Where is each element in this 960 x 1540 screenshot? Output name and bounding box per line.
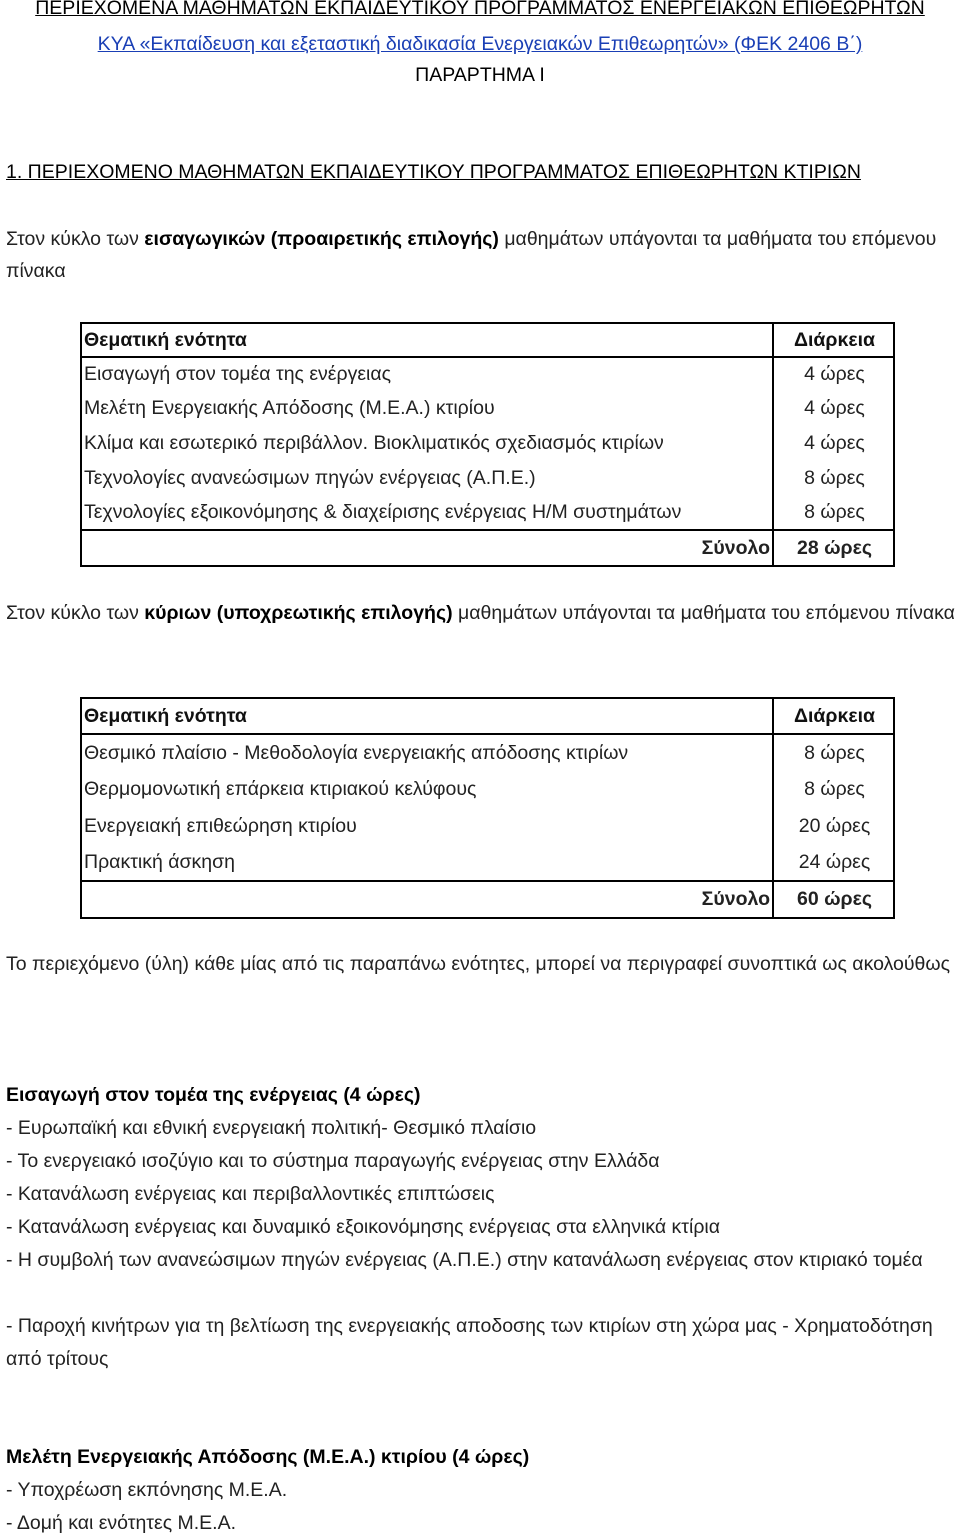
table-row xyxy=(81,845,894,881)
intro-courses-table xyxy=(80,322,895,567)
intro-2-bold: κύριων (υποχρεωτικής επιλογής) xyxy=(144,602,453,624)
list-item: - Ευρωπαϊκή και εθνική ενεργειακή πολιτική- Θεσμικό πλαίσιο xyxy=(6,1117,537,1139)
main-courses-table xyxy=(80,697,895,919)
table-row xyxy=(81,808,894,845)
header-topic: Θεματική ενότητα xyxy=(81,323,773,357)
unit-2-title: Μελέτη Ενεργειακής Απόδοσης (Μ.Ε.Α.) κτιρίου (4 ώρες) xyxy=(6,1446,530,1468)
table-header-row xyxy=(81,323,894,357)
intro-2-text: Στον κύκλο των xyxy=(6,602,145,624)
list-item: - Κατανάλωση ενέργειας και περιβαλλοντικές επιπτώσεις xyxy=(6,1183,495,1205)
row-duration: 4 ώρες xyxy=(773,357,894,391)
header-duration: Διάρκεια xyxy=(773,698,894,734)
total-label: Σύνολο xyxy=(81,530,773,566)
row-duration: 8 ώρες xyxy=(773,495,894,530)
row-topic: Τεχνολογίες ανανεώσιμων πηγών ενέργειας (Α.Π.Ε.) xyxy=(81,461,773,495)
total-value: 28 ώρες xyxy=(773,530,894,566)
document-title: ΠΕΡΙΕΧΟΜΕΝΑ ΜΑΘΗΜΑΤΩΝ ΕΚΠΑΙΔΕΥΤΙΚΟΥ ΠΡΟΓΡΑΜΜΑΤΟΣ ΕΝΕΡΓΕΙΑΚΩΝ ΕΠΙΘΕΩΡΗΤΩΝ xyxy=(35,0,925,19)
list-item: - Κατανάλωση ενέργειας και δυναμικό εξοικονόμησης ενέργειας στα ελληνικά κτίρια xyxy=(6,1216,721,1238)
row-topic: Θερμομονωτική επάρκεια κτιριακού κελύφους xyxy=(81,771,773,808)
row-duration: 4 ώρες xyxy=(773,426,894,461)
row-topic: Πρακτική άσκηση xyxy=(81,845,773,881)
list-item: - Το ενεργειακό ισοζύγιο και το σύστημα παραγωγής ενέργειας στην Ελλάδα xyxy=(6,1150,660,1172)
table-row xyxy=(81,357,894,391)
row-topic: Εισαγωγή στον τομέα της ενέργειας xyxy=(81,357,773,391)
total-value: 60 ώρες xyxy=(773,881,894,918)
row-duration: 24 ώρες xyxy=(773,845,894,881)
table-row xyxy=(81,771,894,808)
list-item: - Η συμβολή των ανανεώσιμων πηγών ενέργειας (Α.Π.Ε.) στην κατανάλωση ενέργειας στον κτιριακό τομέα xyxy=(6,1249,923,1271)
list-item: - Υποχρέωση εκπόνησης Μ.Ε.Α. xyxy=(6,1479,288,1501)
intro-1-text: Στον κύκλο των xyxy=(6,228,145,250)
intro-1-text-end: μαθημάτων υπάγονται τα μαθήματα του επόμενου πίνακα xyxy=(6,228,937,282)
table-row xyxy=(81,734,894,771)
table-header-row xyxy=(81,698,894,734)
table-row xyxy=(81,461,894,495)
row-duration: 20 ώρες xyxy=(773,808,894,845)
row-duration: 8 ώρες xyxy=(773,771,894,808)
intro-paragraph-2 xyxy=(6,597,956,629)
content-intro-paragraph: Το περιεχόμενο (ύλη) κάθε μίας από τις παραπάνω ενότητες, μπορεί να περιγραφεί συνοπτικά ως ακολούθως xyxy=(6,953,950,975)
table-row xyxy=(81,495,894,530)
row-topic: Ενεργειακή επιθεώρηση κτιρίου xyxy=(81,808,773,845)
row-duration: 4 ώρες xyxy=(773,391,894,426)
row-topic: Μελέτη Ενεργειακής Απόδοσης (Μ.Ε.Α.) κτιρίου xyxy=(81,391,773,426)
row-topic: Κλίμα και εσωτερικό περιβάλλον. Βιοκλιματικός σχεδιασμός κτιρίων xyxy=(81,426,773,461)
list-item: - Δομή και ενότητες Μ.Ε.Α. xyxy=(6,1512,237,1534)
total-row xyxy=(81,881,894,918)
section-heading: 1. ΠΕΡΙΕΧΟΜΕΝΟ ΜΑΘΗΜΑΤΩΝ ΕΚΠΑΙΔΕΥΤΙΚΟΥ ΠΡΟΓΡΑΜΜΑΤΟΣ ΕΠΙΘΕΩΡΗΤΩΝ ΚΤΙΡΙΩΝ xyxy=(6,161,861,183)
intro-1-bold: εισαγωγικών (προαιρετικής επιλογής) xyxy=(144,228,499,250)
annex-label: ΠΑΡΑΡΤΗΜΑ Ι xyxy=(415,64,545,86)
list-item: - Παροχή κινήτρων για τη βελτίωση της ενεργειακής αποδοσης των κτιρίων στη χώρα μας - Χρηματοδότηση από τρίτους xyxy=(6,1315,933,1370)
intro-paragraph-1 xyxy=(6,223,956,287)
header-duration: Διάρκεια xyxy=(773,323,894,357)
header-topic: Θεματική ενότητα xyxy=(81,698,773,734)
intro-2-text-end: μαθημάτων υπάγονται τα μαθήματα του επόμενου πίνακα xyxy=(452,602,955,624)
row-duration: 8 ώρες xyxy=(773,734,894,771)
row-topic: Θεσμικό πλαίσιο - Μεθοδολογία ενεργειακής απόδοσης κτιρίων xyxy=(81,734,773,771)
row-topic: Τεχνολογίες εξοικονόμησης & διαχείρισης ενέργειας Η/Μ συστημάτων xyxy=(81,495,773,530)
unit-1-title: Εισαγωγή στον τομέα της ενέργειας (4 ώρες) xyxy=(6,1084,421,1106)
total-label: Σύνολο xyxy=(81,881,773,918)
regulation-link[interactable]: ΚΥΑ «Εκπαίδευση και εξεταστική διαδικασία Ενεργειακών Επιθεωρητών» (ΦΕΚ 2406 Β΄) xyxy=(97,33,863,55)
table-row xyxy=(81,426,894,461)
table-row xyxy=(81,391,894,426)
row-duration: 8 ώρες xyxy=(773,461,894,495)
total-row xyxy=(81,530,894,566)
